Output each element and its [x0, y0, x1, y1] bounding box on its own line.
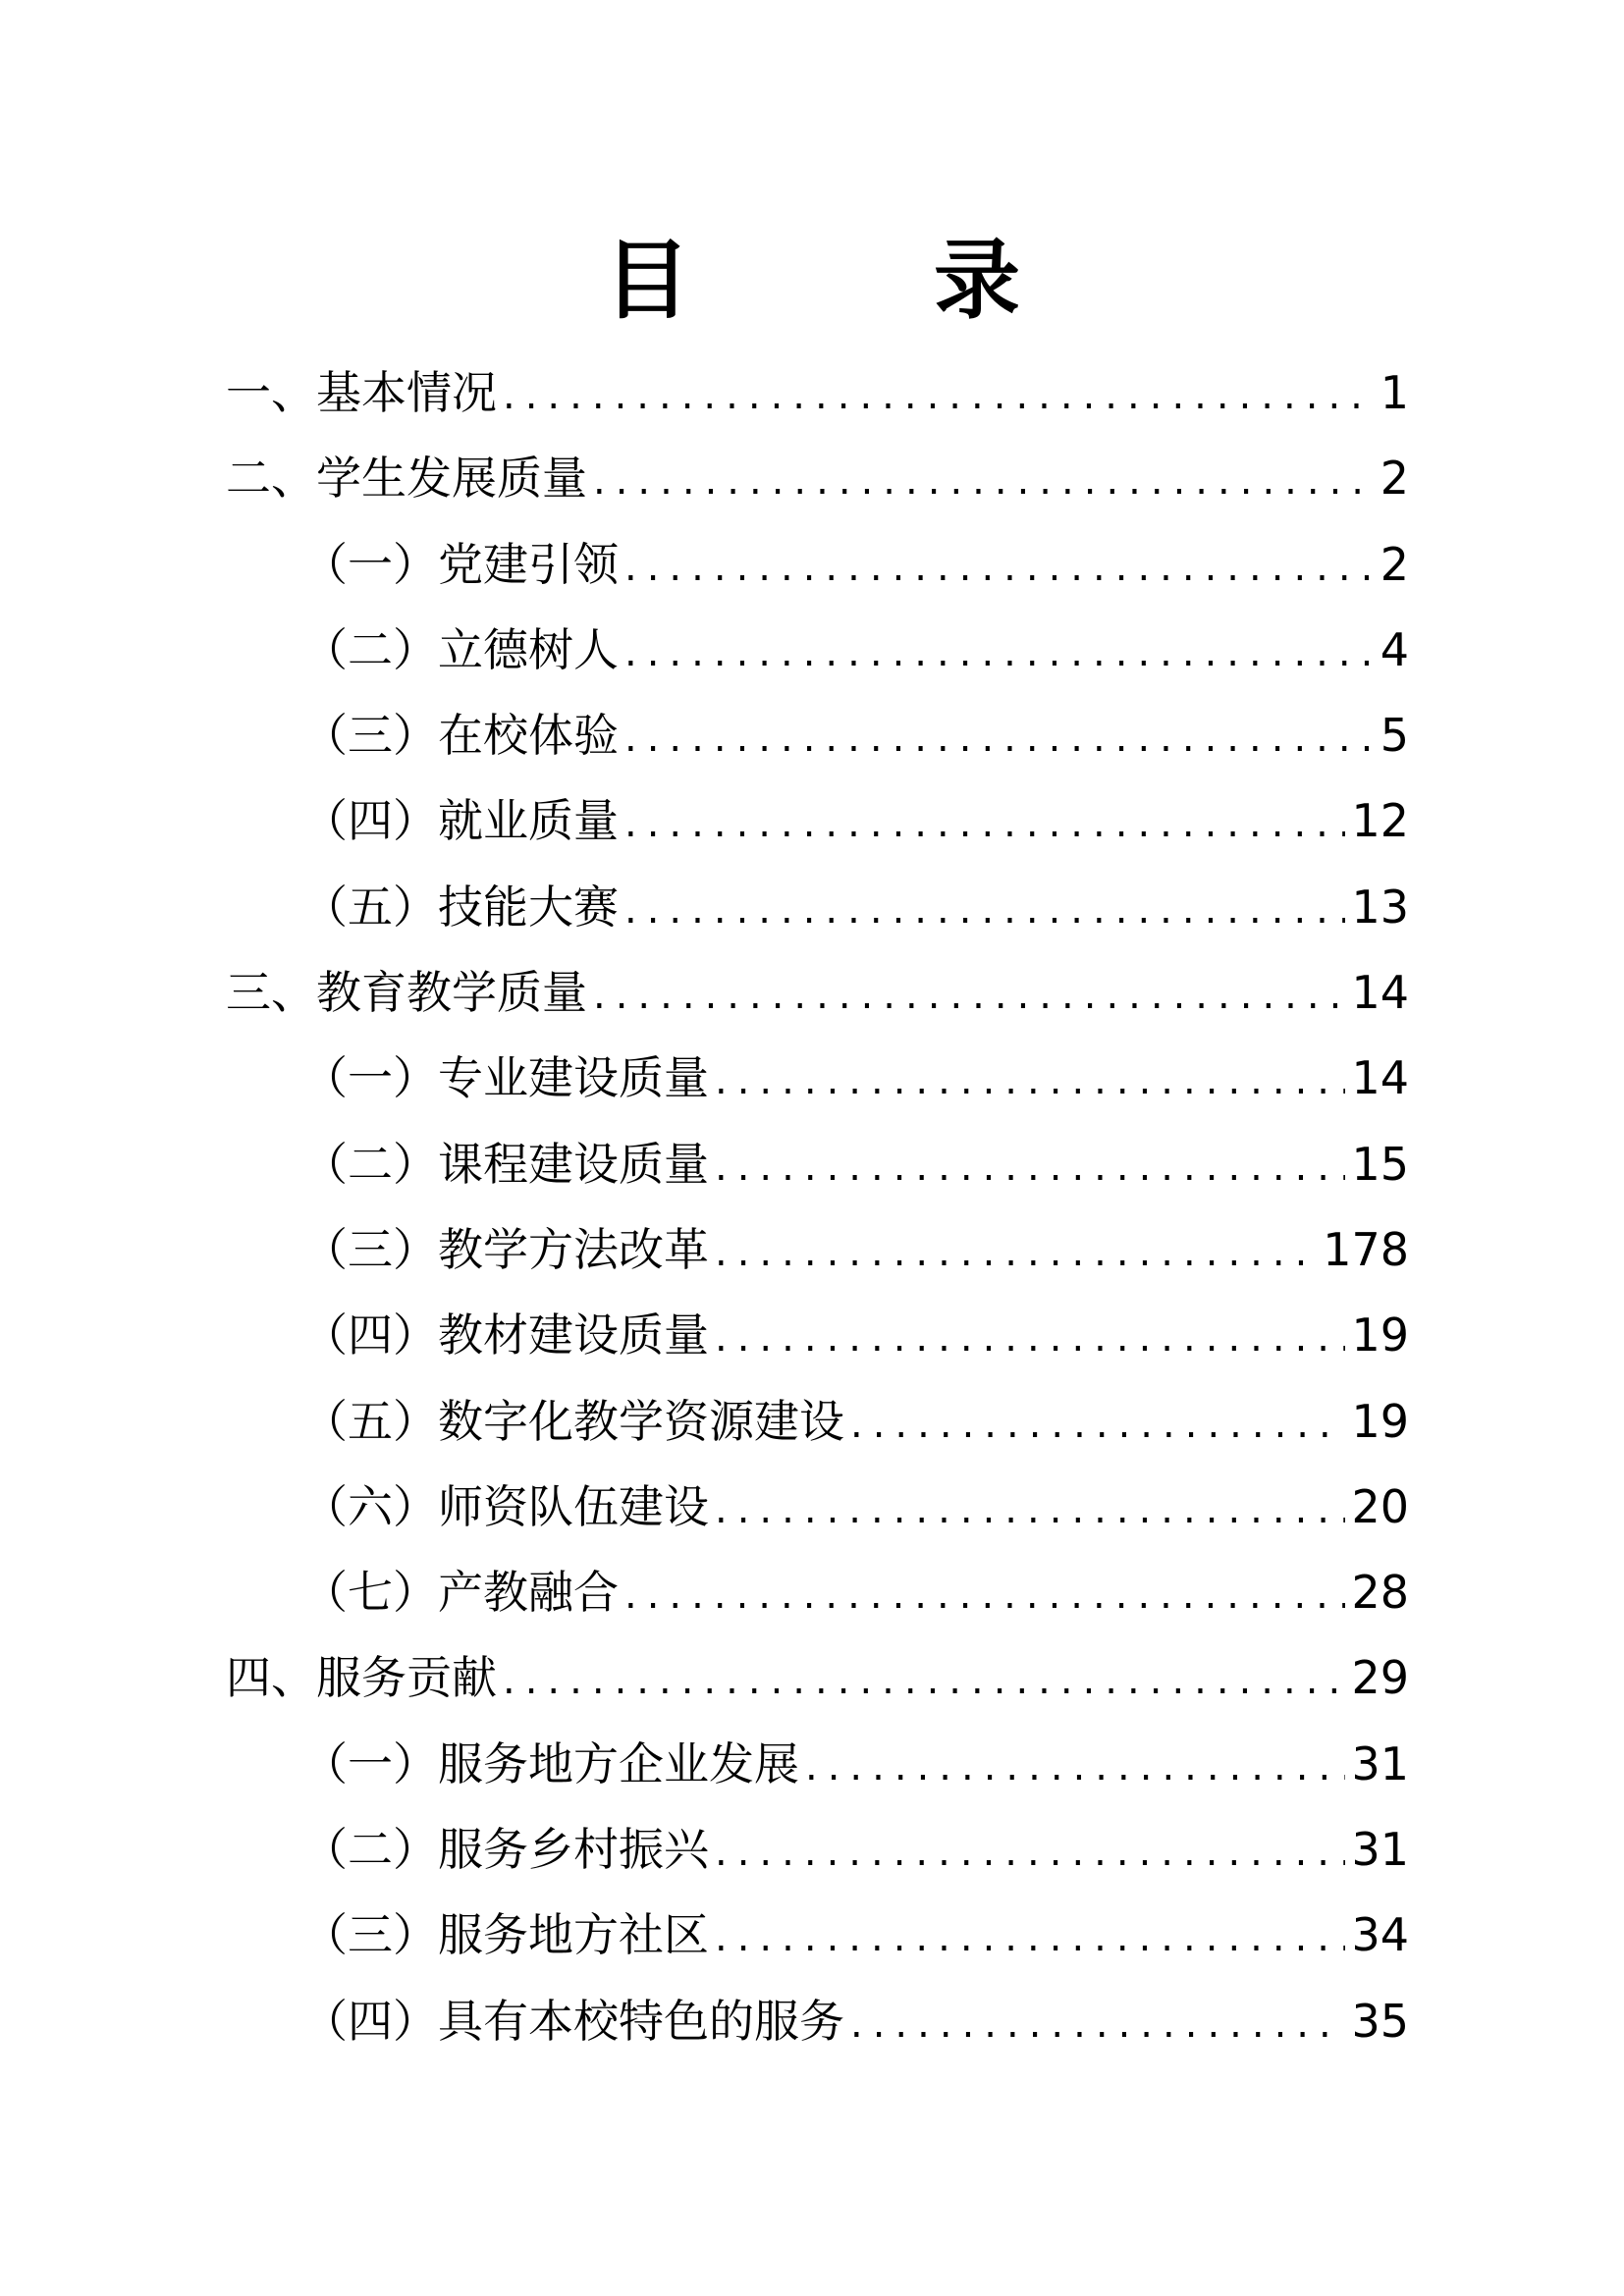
toc-dot-leader — [715, 1908, 1345, 1967]
toc-page-number: 34 — [1351, 1908, 1409, 1962]
toc-entry[interactable] — [226, 1392, 1409, 1477]
toc-dot-leader — [503, 1651, 1345, 1710]
toc-entry[interactable] — [226, 1992, 1409, 2077]
toc-entry-label: （四）就业质量 — [302, 794, 619, 848]
toc-page-number: 15 — [1351, 1137, 1409, 1191]
toc-entry-label: （一）党建引领 — [302, 537, 619, 591]
toc-entry-label: （一）专业建设质量 — [302, 1051, 709, 1105]
toc-page-number: 4 — [1380, 622, 1409, 676]
toc-entry-label: 一、基本情况 — [226, 366, 497, 419]
toc-entry-label: （二）服务乡村振兴 — [302, 1823, 709, 1877]
toc-page-number: 28 — [1351, 1566, 1409, 1620]
table-of-contents — [226, 363, 1409, 2077]
toc-entry-label: 二、学生发展质量 — [226, 452, 587, 506]
toc-page-number: 35 — [1351, 1994, 1409, 2048]
toc-entry[interactable] — [226, 1820, 1409, 1905]
toc-entry-label: （三）在校体验 — [302, 709, 619, 763]
toc-dot-leader — [624, 538, 1375, 597]
toc-page-number: 19 — [1351, 1394, 1409, 1448]
toc-entry[interactable] — [226, 1648, 1409, 1734]
toc-dot-leader — [715, 1051, 1345, 1110]
toc-dot-leader — [715, 1308, 1345, 1367]
toc-entry[interactable] — [226, 791, 1409, 877]
toc-entry[interactable] — [226, 1048, 1409, 1134]
toc-entry-label: （六）师资队伍建设 — [302, 1479, 709, 1533]
toc-entry-label: （三）教学方法改革 — [302, 1222, 709, 1276]
toc-entry[interactable] — [226, 706, 1409, 791]
toc-dot-leader — [850, 1395, 1345, 1454]
toc-entry-label: （一）服务地方企业发展 — [302, 1736, 799, 1790]
toc-entry[interactable] — [226, 878, 1409, 963]
toc-entry-label: （四）教材建设质量 — [302, 1308, 709, 1362]
toc-dot-leader — [850, 1995, 1345, 2054]
toc-entry[interactable] — [226, 1563, 1409, 1648]
toc-dot-leader — [715, 1480, 1345, 1539]
toc-entry-label: 四、服务贡献 — [226, 1651, 497, 1705]
toc-entry[interactable] — [226, 1135, 1409, 1220]
toc-entry[interactable] — [226, 1905, 1409, 1991]
toc-entry[interactable] — [226, 449, 1409, 534]
toc-entry[interactable] — [226, 1220, 1409, 1306]
toc-page-number: 14 — [1351, 966, 1409, 1020]
toc-entry-label: 三、教育教学质量 — [226, 966, 587, 1020]
toc-entry[interactable] — [226, 963, 1409, 1048]
toc-page-number: 31 — [1351, 1736, 1409, 1790]
toc-dot-leader — [715, 1223, 1317, 1282]
toc-entry[interactable] — [226, 1306, 1409, 1391]
page-title: 目 录 — [603, 230, 1099, 331]
toc-dot-leader — [503, 366, 1375, 425]
toc-entry-label: （二）课程建设质量 — [302, 1137, 709, 1191]
toc-entry[interactable] — [226, 535, 1409, 620]
toc-page-number: 31 — [1351, 1823, 1409, 1877]
toc-page-number: 2 — [1380, 452, 1409, 506]
toc-dot-leader — [715, 1138, 1345, 1197]
toc-page-number: 1 — [1380, 366, 1409, 419]
toc-entry-label: （三）服务地方社区 — [302, 1908, 709, 1962]
toc-entry-label: （四）具有本校特色的服务 — [302, 1994, 844, 2048]
toc-dot-leader — [624, 709, 1375, 768]
toc-entry-label: （五）数字化教学资源建设 — [302, 1394, 844, 1448]
toc-page-number: 14 — [1351, 1051, 1409, 1105]
toc-dot-leader — [624, 881, 1345, 939]
toc-page-number: 2 — [1380, 537, 1409, 591]
toc-dot-leader — [624, 1566, 1345, 1625]
toc-dot-leader — [715, 1823, 1345, 1882]
toc-dot-leader — [624, 794, 1345, 853]
toc-dot-leader — [593, 452, 1375, 510]
toc-page-number: 13 — [1351, 880, 1409, 934]
toc-page-number: 19 — [1351, 1308, 1409, 1362]
toc-entry[interactable] — [226, 1735, 1409, 1820]
toc-dot-leader — [624, 623, 1375, 682]
toc-dot-leader — [593, 966, 1345, 1025]
toc-entry[interactable] — [226, 363, 1409, 449]
toc-page-number: 178 — [1323, 1222, 1409, 1276]
toc-page-number: 5 — [1380, 709, 1409, 763]
toc-dot-leader — [805, 1737, 1345, 1796]
toc-page-number: 20 — [1351, 1479, 1409, 1533]
toc-entry[interactable] — [226, 620, 1409, 706]
toc-entry-label: （七）产教融合 — [302, 1566, 619, 1620]
toc-entry-label: （五）技能大赛 — [302, 880, 619, 934]
toc-entry-label: （二）立德树人 — [302, 622, 619, 676]
toc-page-number: 12 — [1351, 794, 1409, 848]
toc-entry[interactable] — [226, 1477, 1409, 1563]
toc-page-number: 29 — [1351, 1651, 1409, 1705]
